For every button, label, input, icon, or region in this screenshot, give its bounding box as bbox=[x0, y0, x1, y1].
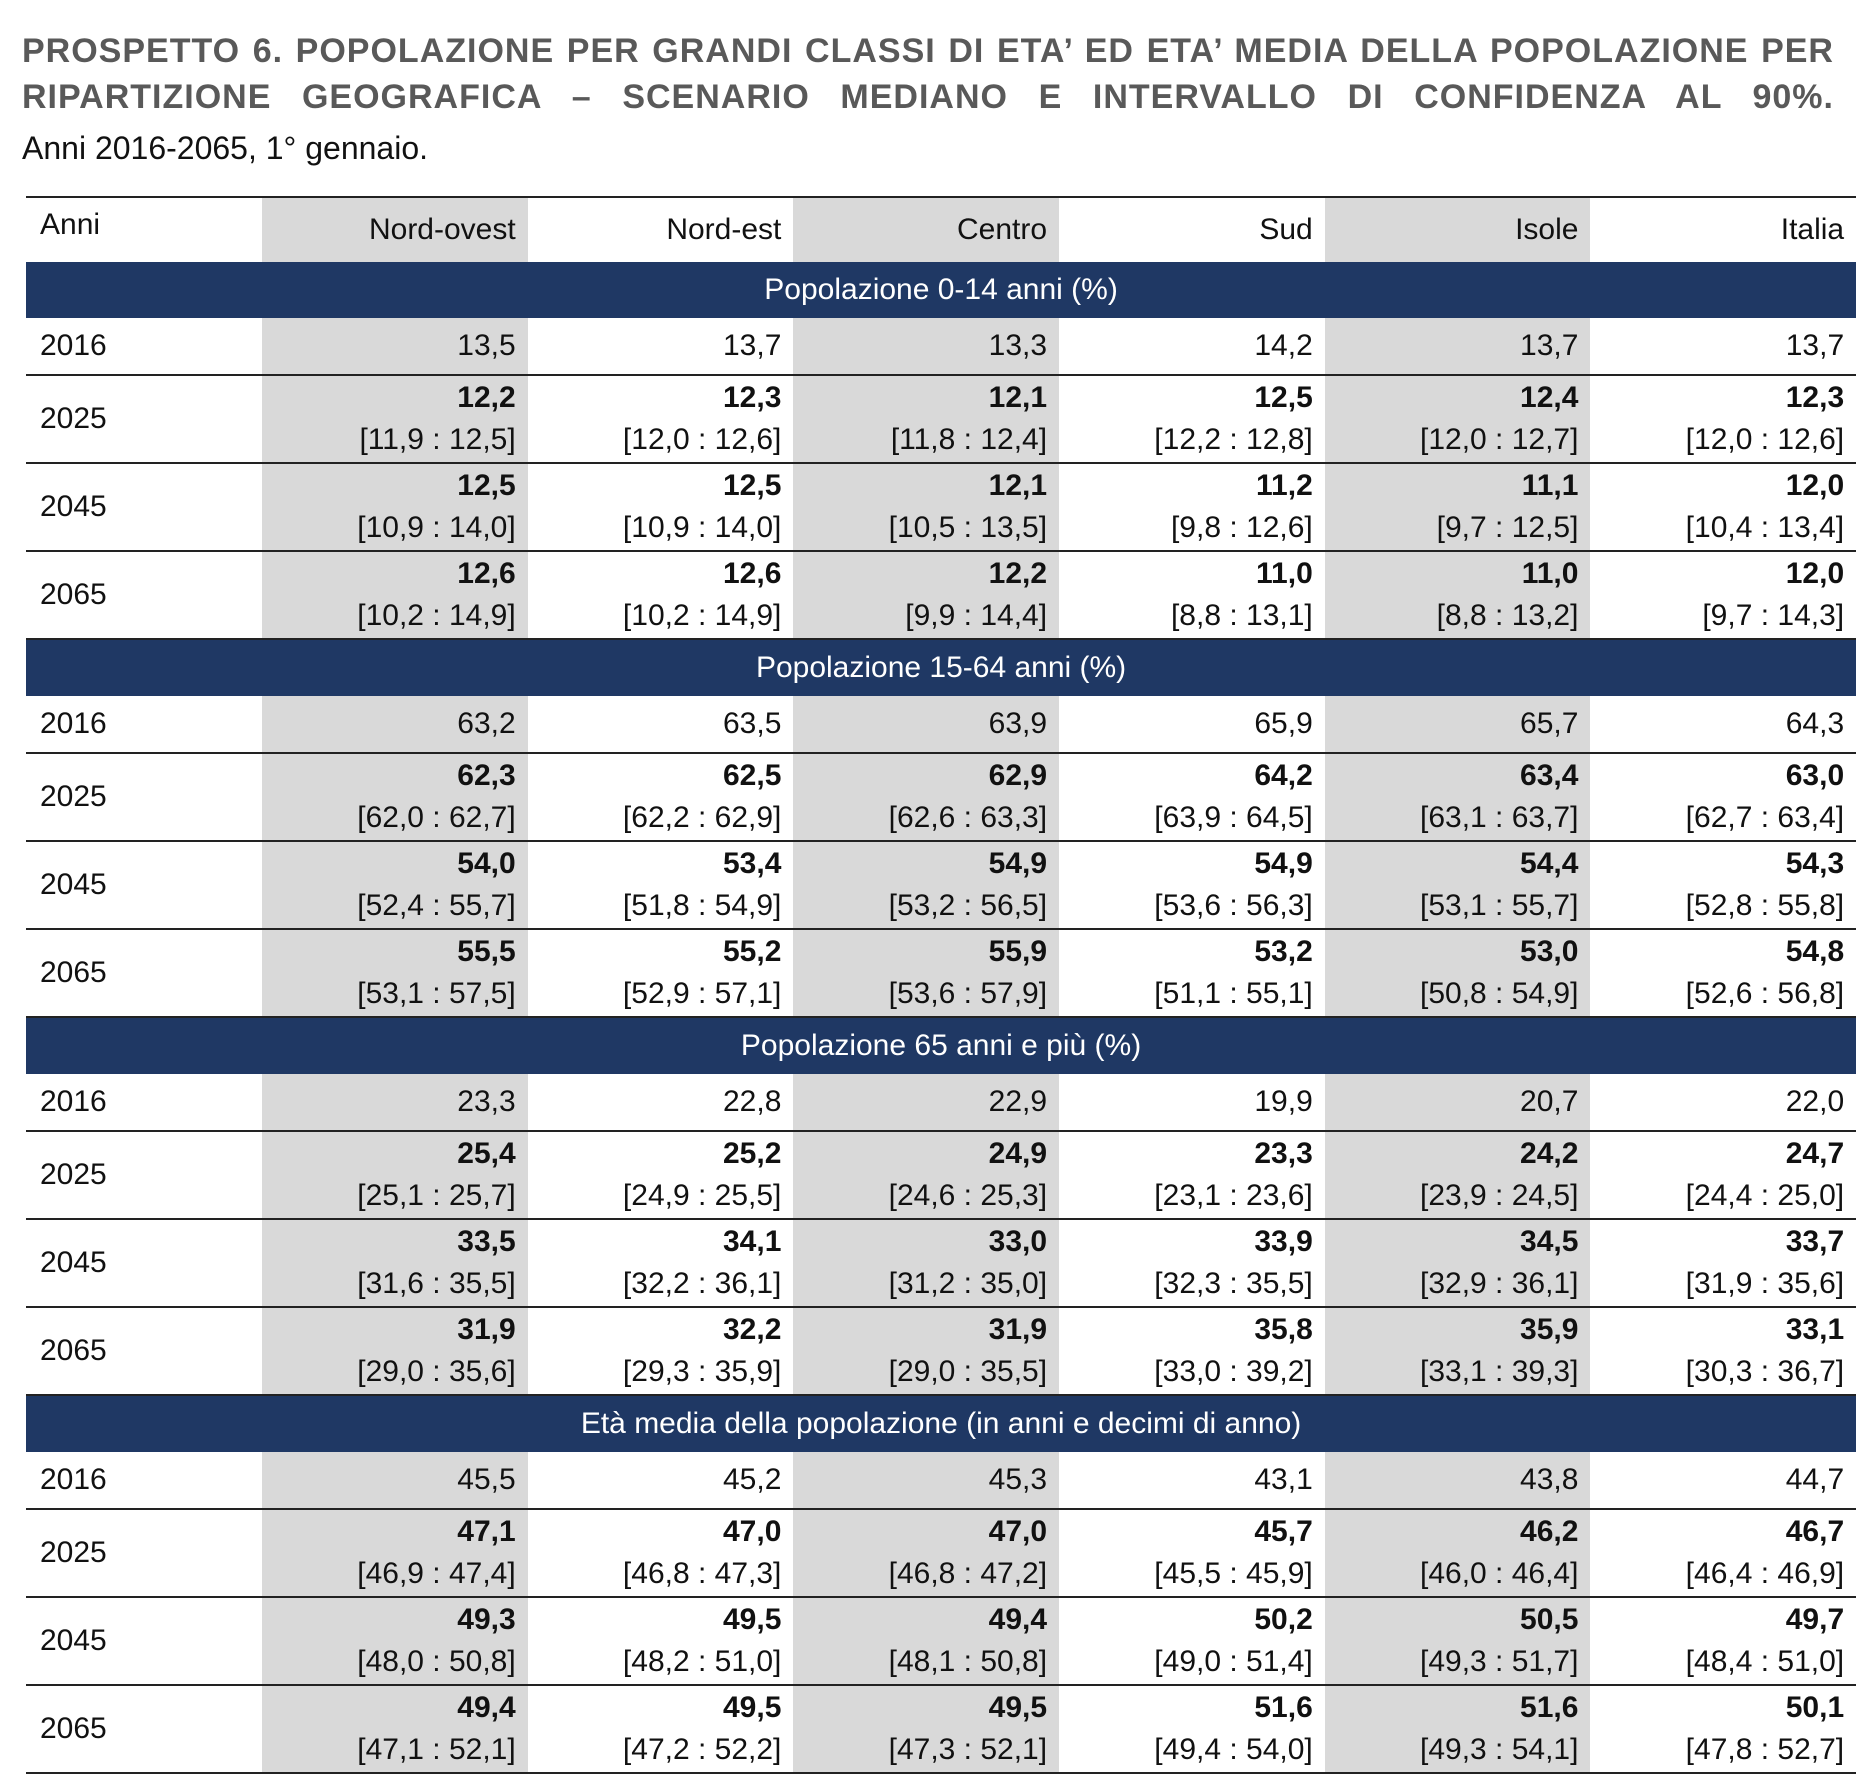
median-value: 53,0 bbox=[1520, 935, 1579, 968]
projection-cell bbox=[793, 1307, 1059, 1395]
projection-cell bbox=[528, 463, 794, 551]
confidence-interval: [49,3 : 54,1] bbox=[1419, 1733, 1579, 1766]
projection-cell bbox=[262, 375, 528, 463]
median-value: 32,2 bbox=[722, 1313, 782, 1346]
table-subtitle: Anni 2016-2065, 1° gennaio. bbox=[22, 130, 429, 166]
projection-cell bbox=[793, 375, 1059, 463]
median-value: 31,9 bbox=[988, 1313, 1048, 1346]
value-cell: 13,7 bbox=[1325, 318, 1591, 375]
header-row bbox=[26, 197, 1856, 262]
value-cell: 63,5 bbox=[528, 696, 794, 753]
table-row bbox=[26, 1452, 1856, 1509]
projection-cell bbox=[1590, 929, 1856, 1017]
confidence-interval: [12,0 : 12,6] bbox=[622, 423, 782, 456]
median-value: 33,9 bbox=[1254, 1225, 1313, 1258]
projection-cell bbox=[1590, 463, 1856, 551]
projection-cell bbox=[793, 929, 1059, 1017]
confidence-interval: [24,6 : 25,3] bbox=[888, 1179, 1048, 1212]
median-value: 49,3 bbox=[457, 1603, 516, 1636]
confidence-interval: [25,1 : 25,7] bbox=[357, 1179, 516, 1212]
year-cell: 2045 bbox=[26, 1597, 262, 1685]
year-cell: 2016 bbox=[26, 696, 262, 753]
confidence-interval: [8,8 : 13,1] bbox=[1170, 599, 1313, 632]
column-header-centro: Centro bbox=[793, 197, 1059, 262]
projection-cell bbox=[1325, 753, 1591, 841]
year-cell: 2025 bbox=[26, 375, 262, 463]
confidence-interval: [32,9 : 36,1] bbox=[1419, 1267, 1579, 1300]
column-header-nord-est: Nord-est bbox=[666, 213, 782, 246]
table-row bbox=[26, 1597, 1856, 1685]
median-value: 34,1 bbox=[722, 1225, 782, 1258]
confidence-interval: [46,9 : 47,4] bbox=[357, 1557, 516, 1590]
confidence-interval: [48,2 : 51,0] bbox=[622, 1645, 782, 1678]
projection-cell bbox=[528, 1219, 794, 1307]
projection-cell bbox=[1590, 551, 1856, 639]
confidence-interval: [29,3 : 35,9] bbox=[622, 1355, 782, 1388]
projection-cell bbox=[1325, 1307, 1591, 1395]
median-value: 24,9 bbox=[988, 1137, 1048, 1170]
value-cell: 44,7 bbox=[1590, 1452, 1856, 1509]
section-title: Popolazione 0-14 anni (%) bbox=[26, 262, 1856, 318]
confidence-interval: [30,3 : 36,7] bbox=[1685, 1355, 1845, 1388]
projection-cell bbox=[1059, 1509, 1325, 1597]
projection-cell bbox=[1325, 1131, 1591, 1219]
confidence-interval: [46,8 : 47,3] bbox=[622, 1557, 782, 1590]
table-row bbox=[26, 1685, 1856, 1773]
confidence-interval: [10,9 : 14,0] bbox=[357, 511, 516, 544]
column-header-italia: Italia bbox=[1780, 213, 1845, 246]
confidence-interval: [52,6 : 56,8] bbox=[1685, 977, 1845, 1010]
confidence-interval: [31,2 : 35,0] bbox=[888, 1267, 1048, 1300]
section-header-row bbox=[26, 639, 1856, 696]
median-value: 12,2 bbox=[457, 381, 516, 414]
projection-cell bbox=[1325, 463, 1591, 551]
table-row bbox=[26, 1307, 1856, 1395]
projection-cell bbox=[528, 1131, 794, 1219]
value-cell: 22,0 bbox=[1590, 1074, 1856, 1131]
year-cell: 2016 bbox=[26, 318, 262, 375]
projection-cell bbox=[793, 1685, 1059, 1773]
median-value: 33,1 bbox=[1785, 1313, 1845, 1346]
median-value: 12,6 bbox=[722, 557, 782, 590]
median-value: 33,5 bbox=[457, 1225, 516, 1258]
projection-cell bbox=[528, 1509, 794, 1597]
value-cell: 13,3 bbox=[793, 318, 1059, 375]
projection-cell bbox=[528, 1307, 794, 1395]
value-cell: 14,2 bbox=[1059, 318, 1325, 375]
projection-cell bbox=[262, 463, 528, 551]
median-value: 63,0 bbox=[1785, 759, 1845, 792]
projection-cell bbox=[1059, 1685, 1325, 1773]
median-value: 23,3 bbox=[1254, 1137, 1313, 1170]
projection-cell bbox=[262, 841, 528, 929]
table-row bbox=[26, 1219, 1856, 1307]
median-value: 12,4 bbox=[1520, 381, 1579, 414]
year-cell: 2016 bbox=[26, 1452, 262, 1509]
section-header-row bbox=[26, 262, 1856, 318]
column-header-isole: Isole bbox=[1325, 197, 1591, 262]
confidence-interval: [33,1 : 39,3] bbox=[1419, 1355, 1579, 1388]
median-value: 11,1 bbox=[1521, 469, 1579, 502]
projection-cell bbox=[1059, 1131, 1325, 1219]
projection-cell bbox=[262, 1597, 528, 1685]
confidence-interval: [23,9 : 24,5] bbox=[1419, 1179, 1579, 1212]
median-value: 12,0 bbox=[1785, 469, 1845, 502]
projection-cell bbox=[262, 1509, 528, 1597]
confidence-interval: [52,8 : 55,8] bbox=[1685, 889, 1845, 922]
projection-cell bbox=[1059, 1219, 1325, 1307]
projection-cell bbox=[793, 841, 1059, 929]
projection-cell bbox=[793, 463, 1059, 551]
median-value: 47,0 bbox=[988, 1515, 1048, 1548]
table-row bbox=[26, 929, 1856, 1017]
projection-cell bbox=[1590, 753, 1856, 841]
year-cell: 2065 bbox=[40, 1712, 107, 1745]
confidence-interval: [8,8 : 13,2] bbox=[1436, 599, 1579, 632]
median-value: 62,9 bbox=[988, 759, 1048, 792]
confidence-interval: [29,0 : 35,5] bbox=[888, 1355, 1048, 1388]
projection-cell bbox=[528, 1597, 794, 1685]
confidence-interval: [31,6 : 35,5] bbox=[357, 1267, 516, 1300]
projection-cell bbox=[528, 551, 794, 639]
projection-cell bbox=[793, 1597, 1059, 1685]
table-row bbox=[26, 841, 1856, 929]
confidence-interval: [47,1 : 52,1] bbox=[357, 1733, 516, 1766]
confidence-interval: [63,9 : 64,5] bbox=[1154, 801, 1313, 834]
median-value: 46,2 bbox=[1520, 1515, 1579, 1548]
value-cell: 45,2 bbox=[528, 1452, 794, 1509]
median-value: 47,0 bbox=[722, 1515, 782, 1548]
value-cell: 23,3 bbox=[262, 1074, 528, 1131]
projection-cell bbox=[1325, 375, 1591, 463]
column-header-nord-ovest: Nord-ovest bbox=[262, 197, 528, 262]
confidence-interval: [45,5 : 45,9] bbox=[1154, 1557, 1313, 1590]
projection-cell bbox=[793, 1131, 1059, 1219]
projection-cell bbox=[1590, 1131, 1856, 1219]
projection-cell bbox=[262, 929, 528, 1017]
median-value: 24,2 bbox=[1520, 1137, 1579, 1170]
median-value: 34,5 bbox=[1520, 1225, 1579, 1258]
table-row bbox=[26, 1074, 1856, 1131]
projection-cell bbox=[262, 1219, 528, 1307]
median-value: 53,4 bbox=[722, 847, 782, 880]
projection-cell bbox=[1590, 841, 1856, 929]
year-cell: 2065 bbox=[26, 551, 262, 639]
projection-cell bbox=[262, 551, 528, 639]
confidence-interval: [52,9 : 57,1] bbox=[622, 977, 782, 1010]
projection-cell bbox=[1590, 1509, 1856, 1597]
projection-cell bbox=[793, 551, 1059, 639]
confidence-interval: [32,2 : 36,1] bbox=[622, 1267, 782, 1300]
confidence-interval: [62,7 : 63,4] bbox=[1685, 801, 1845, 834]
median-value: 54,9 bbox=[1254, 847, 1313, 880]
year-cell: 2045 bbox=[26, 1219, 262, 1307]
year-cell: 2025 bbox=[26, 1131, 262, 1219]
value-cell: 19,9 bbox=[1059, 1074, 1325, 1131]
year-cell: 2065 bbox=[26, 929, 262, 1017]
median-value: 12,5 bbox=[722, 469, 782, 502]
median-value: 62,3 bbox=[457, 759, 516, 792]
median-value: 49,7 bbox=[1785, 1603, 1845, 1636]
confidence-interval: [11,8 : 12,4] bbox=[890, 423, 1048, 456]
median-value: 25,2 bbox=[722, 1137, 782, 1170]
median-value: 49,5 bbox=[722, 1603, 782, 1636]
median-value: 63,4 bbox=[1520, 759, 1579, 792]
value-cell: 65,9 bbox=[1059, 696, 1325, 753]
confidence-interval: [12,0 : 12,6] bbox=[1685, 423, 1845, 456]
projection-cell bbox=[1325, 1685, 1591, 1773]
median-value: 54,9 bbox=[988, 847, 1048, 880]
median-value: 35,8 bbox=[1254, 1313, 1313, 1346]
column-header-sud: Sud bbox=[1259, 213, 1313, 246]
projection-cell bbox=[528, 1685, 794, 1773]
table-row bbox=[26, 1131, 1856, 1219]
median-value: 49,4 bbox=[457, 1691, 516, 1724]
median-value: 12,5 bbox=[1254, 381, 1313, 414]
value-cell: 63,9 bbox=[793, 696, 1059, 753]
confidence-interval: [33,0 : 39,2] bbox=[1154, 1355, 1313, 1388]
confidence-interval: [9,7 : 14,3] bbox=[1702, 599, 1845, 632]
value-cell: 13,7 bbox=[1590, 318, 1856, 375]
confidence-interval: [46,4 : 46,9] bbox=[1685, 1557, 1845, 1590]
projection-cell bbox=[793, 1219, 1059, 1307]
year-cell: 2016 bbox=[26, 1074, 262, 1131]
median-value: 12,3 bbox=[722, 381, 782, 414]
value-cell: 13,5 bbox=[262, 318, 528, 375]
median-value: 12,3 bbox=[1785, 381, 1845, 414]
confidence-interval: [24,4 : 25,0] bbox=[1685, 1179, 1845, 1212]
column-header-anni: Anni bbox=[40, 208, 101, 241]
confidence-interval: [46,0 : 46,4] bbox=[1419, 1557, 1579, 1590]
median-value: 11,0 bbox=[1256, 557, 1313, 590]
section-title: Popolazione 15-64 anni (%) bbox=[26, 639, 1856, 696]
confidence-interval: [62,2 : 62,9] bbox=[622, 801, 782, 834]
confidence-interval: [31,9 : 35,6] bbox=[1685, 1267, 1845, 1300]
confidence-interval: [10,5 : 13,5] bbox=[888, 511, 1048, 544]
confidence-interval: [50,8 : 54,9] bbox=[1419, 977, 1579, 1010]
confidence-interval: [49,3 : 51,7] bbox=[1419, 1645, 1579, 1678]
value-cell: 20,7 bbox=[1325, 1074, 1591, 1131]
median-value: 55,5 bbox=[457, 935, 516, 968]
confidence-interval: [10,2 : 14,9] bbox=[357, 599, 516, 632]
median-value: 54,0 bbox=[457, 847, 516, 880]
confidence-interval: [48,4 : 51,0] bbox=[1685, 1645, 1845, 1678]
table-row bbox=[26, 753, 1856, 841]
median-value: 12,0 bbox=[1785, 557, 1845, 590]
projection-cell bbox=[1590, 1219, 1856, 1307]
projection-cell bbox=[1059, 929, 1325, 1017]
median-value: 50,1 bbox=[1785, 1691, 1845, 1724]
value-cell: 45,3 bbox=[793, 1452, 1059, 1509]
projection-cell bbox=[262, 1307, 528, 1395]
median-value: 46,7 bbox=[1785, 1515, 1845, 1548]
confidence-interval: [52,4 : 55,7] bbox=[357, 889, 516, 922]
projection-cell bbox=[793, 753, 1059, 841]
median-value: 62,5 bbox=[722, 759, 782, 792]
table-row bbox=[26, 696, 1856, 753]
median-value: 50,5 bbox=[1520, 1603, 1579, 1636]
projection-cell bbox=[1590, 375, 1856, 463]
median-value: 64,2 bbox=[1254, 759, 1313, 792]
projection-cell bbox=[1059, 841, 1325, 929]
median-value: 49,4 bbox=[988, 1603, 1048, 1636]
value-cell: 45,5 bbox=[262, 1452, 528, 1509]
value-cell: 63,2 bbox=[262, 696, 528, 753]
projection-cell bbox=[1590, 1685, 1856, 1773]
section-header-row bbox=[26, 1395, 1856, 1452]
median-value: 45,7 bbox=[1254, 1515, 1313, 1548]
confidence-interval: [51,1 : 55,1] bbox=[1154, 977, 1313, 1010]
median-value: 11,2 bbox=[1256, 469, 1313, 502]
projection-cell bbox=[1325, 929, 1591, 1017]
confidence-interval: [53,2 : 56,5] bbox=[888, 889, 1048, 922]
value-cell: 43,1 bbox=[1059, 1452, 1325, 1509]
confidence-interval: [10,9 : 14,0] bbox=[622, 511, 782, 544]
confidence-interval: [9,8 : 12,6] bbox=[1170, 511, 1313, 544]
confidence-interval: [32,3 : 35,5] bbox=[1154, 1267, 1313, 1300]
median-value: 49,5 bbox=[988, 1691, 1048, 1724]
confidence-interval: [24,9 : 25,5] bbox=[622, 1179, 782, 1212]
median-value: 54,4 bbox=[1520, 847, 1579, 880]
table-row bbox=[26, 551, 1856, 639]
projection-cell bbox=[528, 753, 794, 841]
section-header-row bbox=[26, 1017, 1856, 1074]
confidence-interval: [47,8 : 52,7] bbox=[1685, 1733, 1845, 1766]
median-value: 54,3 bbox=[1785, 847, 1845, 880]
median-value: 35,9 bbox=[1520, 1313, 1579, 1346]
median-value: 12,1 bbox=[988, 469, 1048, 502]
table-row bbox=[26, 1509, 1856, 1597]
confidence-interval: [10,2 : 14,9] bbox=[622, 599, 782, 632]
median-value: 51,6 bbox=[1520, 1691, 1579, 1724]
projection-cell bbox=[1059, 463, 1325, 551]
confidence-interval: [29,0 : 35,6] bbox=[357, 1355, 516, 1388]
value-cell: 22,8 bbox=[528, 1074, 794, 1131]
value-cell: 43,8 bbox=[1325, 1452, 1591, 1509]
confidence-interval: [53,1 : 57,5] bbox=[357, 977, 516, 1010]
projection-cell bbox=[1325, 1597, 1591, 1685]
confidence-interval: [53,6 : 56,3] bbox=[1154, 889, 1313, 922]
median-value: 11,0 bbox=[1521, 557, 1579, 590]
table-body bbox=[26, 262, 1856, 1773]
projection-cell bbox=[262, 753, 528, 841]
median-value: 51,6 bbox=[1254, 1691, 1313, 1724]
projection-cell bbox=[528, 375, 794, 463]
confidence-interval: [63,1 : 63,7] bbox=[1419, 801, 1579, 834]
projection-cell bbox=[262, 1685, 528, 1773]
projection-cell bbox=[1325, 841, 1591, 929]
year-cell: 2025 bbox=[26, 753, 262, 841]
year-cell: 2065 bbox=[26, 1307, 262, 1395]
median-value: 25,4 bbox=[457, 1137, 516, 1170]
median-value: 49,5 bbox=[722, 1691, 782, 1724]
median-value: 55,9 bbox=[988, 935, 1048, 968]
confidence-interval: [47,2 : 52,2] bbox=[622, 1733, 782, 1766]
median-value: 33,7 bbox=[1785, 1225, 1845, 1258]
confidence-interval: [47,3 : 52,1] bbox=[888, 1733, 1048, 1766]
table-row bbox=[26, 375, 1856, 463]
value-cell: 13,7 bbox=[528, 318, 794, 375]
year-cell: 2045 bbox=[26, 463, 262, 551]
confidence-interval: [9,7 : 12,5] bbox=[1436, 511, 1579, 544]
year-cell: 2025 bbox=[26, 1509, 262, 1597]
projection-cell bbox=[1325, 1219, 1591, 1307]
projection-cell bbox=[528, 841, 794, 929]
table-row bbox=[26, 318, 1856, 375]
table-row bbox=[26, 463, 1856, 551]
median-value: 31,9 bbox=[457, 1313, 516, 1346]
confidence-interval: [12,0 : 12,7] bbox=[1419, 423, 1579, 456]
confidence-interval: [53,1 : 55,7] bbox=[1419, 889, 1579, 922]
projection-cell bbox=[1325, 1509, 1591, 1597]
confidence-interval: [9,9 : 14,4] bbox=[905, 599, 1048, 632]
projection-cell bbox=[1059, 1597, 1325, 1685]
confidence-interval: [62,6 : 63,3] bbox=[888, 801, 1048, 834]
confidence-interval: [51,8 : 54,9] bbox=[622, 889, 782, 922]
confidence-interval: [62,0 : 62,7] bbox=[357, 801, 516, 834]
median-value: 53,2 bbox=[1254, 935, 1313, 968]
confidence-interval: [49,4 : 54,0] bbox=[1154, 1733, 1313, 1766]
value-cell: 22,9 bbox=[793, 1074, 1059, 1131]
value-cell: 64,3 bbox=[1590, 696, 1856, 753]
projection-cell bbox=[1059, 551, 1325, 639]
projection-cell bbox=[1325, 551, 1591, 639]
median-value: 47,1 bbox=[457, 1515, 516, 1548]
median-value: 55,2 bbox=[722, 935, 782, 968]
projection-cell bbox=[1059, 375, 1325, 463]
confidence-interval: [53,6 : 57,9] bbox=[888, 977, 1048, 1010]
median-value: 12,2 bbox=[988, 557, 1048, 590]
projection-cell bbox=[1590, 1597, 1856, 1685]
year-cell: 2045 bbox=[26, 841, 262, 929]
confidence-interval: [49,0 : 51,4] bbox=[1154, 1645, 1313, 1678]
confidence-interval: [48,1 : 50,8] bbox=[888, 1645, 1048, 1678]
confidence-interval: [46,8 : 47,2] bbox=[888, 1557, 1048, 1590]
section-title: Età media della popolazione (in anni e decimi di anno) bbox=[26, 1395, 1856, 1452]
confidence-interval: [23,1 : 23,6] bbox=[1154, 1179, 1313, 1212]
table-title: PROSPETTO 6. POPOLAZIONE PER GRANDI CLASSI DI ETA’ ED ETA’ MEDIA DELLA POPOLAZIONE PER RIPARTIZIONE GEOGRAFICA – SCENARIO MEDIANO E INTERVALLO DI CONFIDENZA AL 90%. bbox=[22, 32, 1834, 116]
projection-cell bbox=[262, 1131, 528, 1219]
projection-cell bbox=[793, 1509, 1059, 1597]
table-container bbox=[26, 196, 1856, 1774]
median-value: 12,5 bbox=[457, 469, 516, 502]
value-cell: 65,7 bbox=[1325, 696, 1591, 753]
data-table bbox=[26, 196, 1856, 1774]
projection-cell bbox=[528, 929, 794, 1017]
confidence-interval: [10,4 : 13,4] bbox=[1685, 511, 1845, 544]
projection-cell bbox=[1059, 753, 1325, 841]
median-value: 12,6 bbox=[457, 557, 516, 590]
confidence-interval: [48,0 : 50,8] bbox=[357, 1645, 516, 1678]
confidence-interval: [11,9 : 12,5] bbox=[359, 423, 516, 456]
median-value: 50,2 bbox=[1254, 1603, 1313, 1636]
median-value: 54,8 bbox=[1785, 935, 1845, 968]
median-value: 24,7 bbox=[1785, 1137, 1845, 1170]
confidence-interval: [12,2 : 12,8] bbox=[1154, 423, 1313, 456]
projection-cell bbox=[1059, 1307, 1325, 1395]
median-value: 12,1 bbox=[988, 381, 1048, 414]
median-value: 33,0 bbox=[988, 1225, 1048, 1258]
projection-cell bbox=[1590, 1307, 1856, 1395]
section-title: Popolazione 65 anni e più (%) bbox=[26, 1017, 1856, 1074]
